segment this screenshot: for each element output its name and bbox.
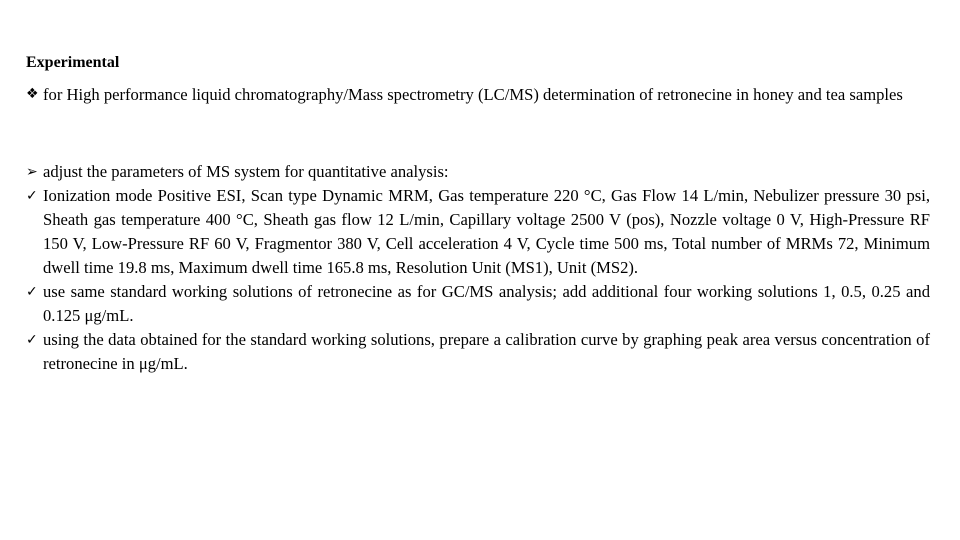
list-item: [26, 160, 930, 184]
lead-text: adjust the parameters of MS system for quantitative analysis:: [43, 162, 449, 181]
arrow-bullet-icon: ➢: [26, 164, 38, 180]
diamond-checkbox-icon: ❖: [26, 86, 39, 102]
checkmark-icon: ✓: [26, 332, 38, 348]
page-title: Experimental: [26, 54, 120, 71]
list-item: [26, 84, 930, 105]
checkmark-icon: ✓: [26, 188, 38, 204]
list-item: [26, 280, 930, 328]
intro-text: for High performance liquid chromatography/Mass spectrometry (LC/MS) determination of retronecine in honey and tea samples: [43, 85, 903, 104]
step-text: Ionization mode Positive ESI, Scan type Dynamic MRM, Gas temperature 220 °C, Gas Flow 14 L/min, Nebulizer pressure 30 psi, Sheath gas temperature 400 °C, Sheath gas flow 12 L/min, Capillary voltage 2500 V (pos), Nozzle voltage 0 V, High-Pressure RF 150 V, Low-Pressure RF 60 V, Fragmentor 380 V, Cell acceleration 4 V, Cycle time 500 ms, Total number of MRMs 72, Minimum dwell time 19.8 ms, Maximum dwell time 165.8 ms, Resolution Unit (MS1), Unit (MS2).: [43, 186, 930, 277]
list-item: [26, 328, 930, 376]
steps-block: [26, 160, 930, 376]
step-text: use same standard working solutions of retronecine as for GC/MS analysis; add additional four working solutions 1, 0.5, 0.25 and 0.125 μg/mL.: [43, 282, 930, 325]
step-text: using the data obtained for the standard working solutions, prepare a calibration curve by graphing peak area versus concentration of retronecine in μg/mL.: [43, 330, 930, 373]
intro-block: [26, 84, 930, 105]
checkmark-icon: ✓: [26, 284, 38, 300]
list-item: [26, 184, 930, 280]
